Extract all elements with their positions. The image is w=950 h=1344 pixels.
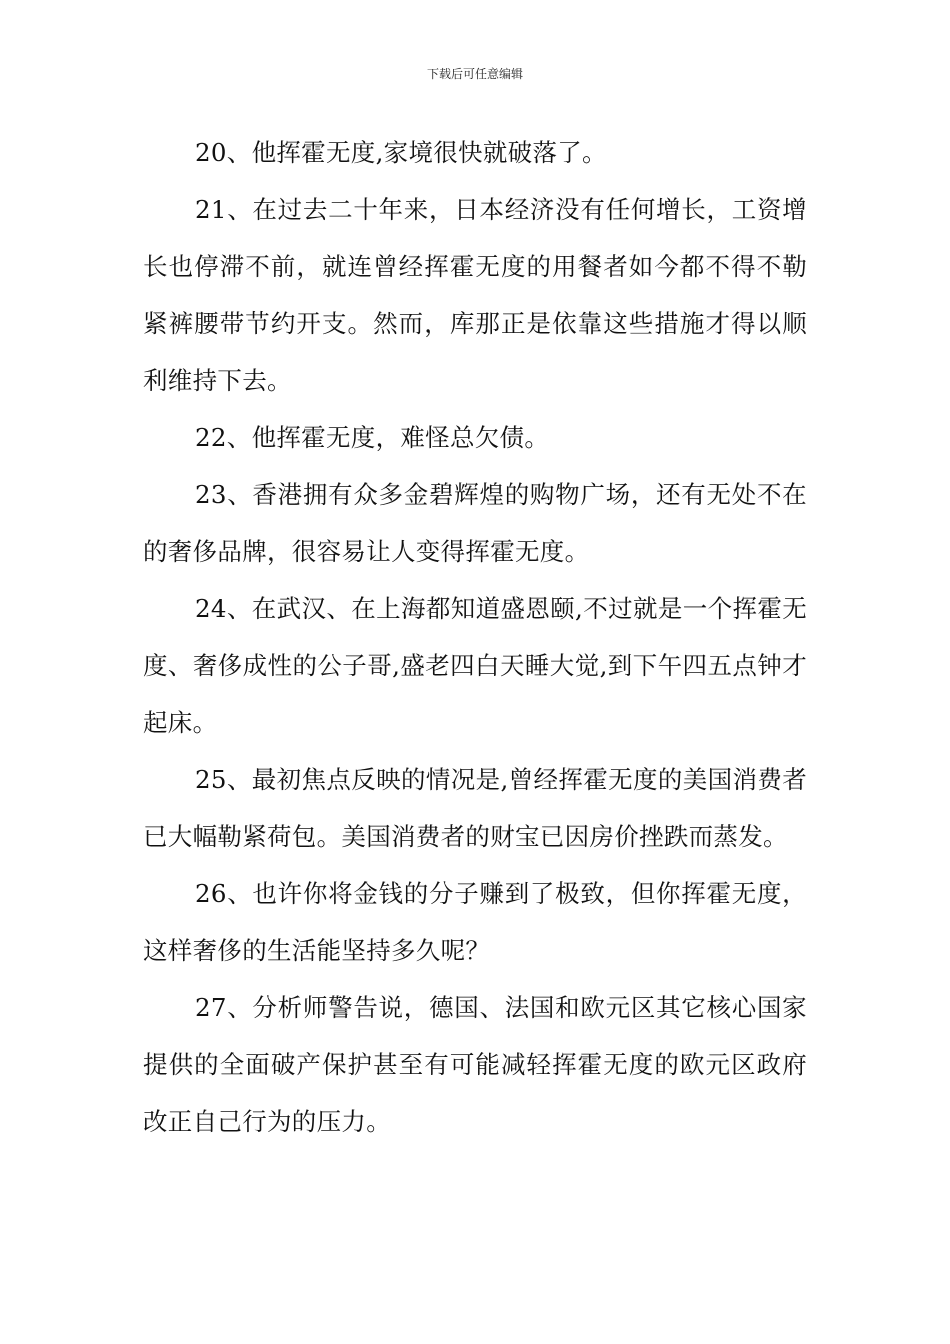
sentence-21: 21、在过去二十年来，日本经济没有任何增长，工资增长也停滞不前，就连曾经挥霍无度的用餐者如今都不得不勒紧裤腰带节约开支。然而，库那正是依靠这些措施才得以顺利维持下去。 <box>143 195 807 395</box>
sentence-22: 22、他挥霍无度，难怪总欠债。 <box>195 423 550 452</box>
document-body <box>143 124 807 1150</box>
sentence-24: 24、在武汉、在上海都知道盛恩颐,不过就是一个挥霍无度、奢侈成性的公子哥,盛老四白天睡大觉,到下午四五点钟才起床。 <box>143 594 807 737</box>
sentence-27: 27、分析师警告说，德国、法国和欧元区其它核心国家提供的全面破产保护甚至有可能减轻挥霍无度的欧元区政府改正自己行为的压力。 <box>143 993 807 1136</box>
page-header: 下载后可任意编辑 <box>426 67 523 81</box>
sentence-26: 26、也许你将金钱的分子赚到了极致，但你挥霍无度，这样奢侈的生活能坚持多久呢？ <box>143 879 807 965</box>
sentence-20: 20、他挥霍无度,家境很快就破落了。 <box>195 138 607 167</box>
sentence-25: 25、最初焦点反映的情况是,曾经挥霍无度的美国消费者已大幅勒紧荷包。美国消费者的财宝已因房价挫跌而蒸发。 <box>143 765 807 851</box>
sentence-23: 23、香港拥有众多金碧辉煌的购物广场，还有无处不在的奢侈品牌，很容易让人变得挥霍无度。 <box>143 480 807 566</box>
